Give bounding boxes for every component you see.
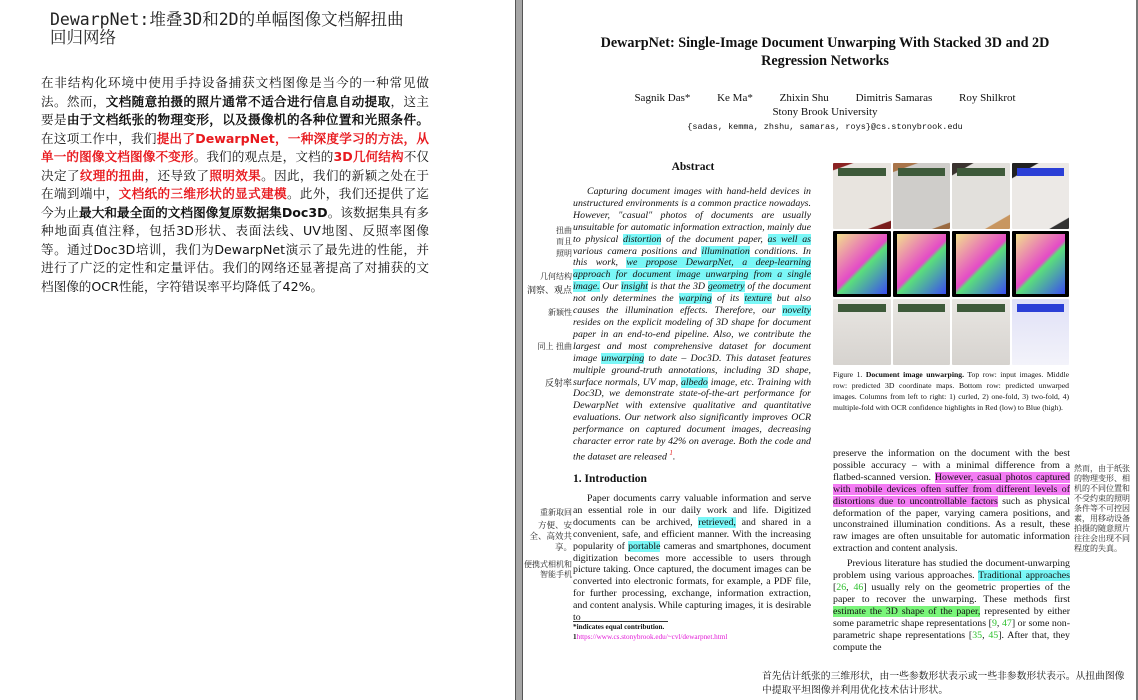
coordinate-map-one-fold (893, 231, 951, 297)
footnote-equal-contribution: *indicates equal contribution. (573, 623, 665, 631)
summary-emphasis: 最大和最全面的文档图像复原数据集Doc3D (79, 204, 328, 220)
author: Dimitris Samaras (855, 92, 933, 104)
highlighted-text: texture (744, 293, 772, 305)
text-run: , (996, 617, 1002, 629)
summary-text: 在非结构化环境中使用手持设备捕获文档图像是当今的一种常见做法。然而， (41, 75, 429, 109)
input-image-multi-fold (1012, 163, 1070, 229)
highlighted-text: geometry (707, 281, 745, 293)
caption-title: Document image unwarping. (865, 370, 965, 379)
text-run: image, etc. Training with Doc3D, we demonstrate state-of-the-art performance for DewarpNet with extensive qualitative and quantitative evaluations. Our network also significantly improves OCR performance on captured document images, decreasing character error rate by 42% on average. Both the code and the dataset are released (573, 376, 812, 463)
author: Roy Shilkrot (959, 92, 1016, 104)
panel-splitter[interactable] (515, 0, 523, 700)
margin-note-convenient: 方便、安全、高效共享。 (529, 521, 572, 553)
highlighted-text: unwarping (601, 352, 645, 364)
text-run: cameras and smartphones, document digitization becomes more accessible to users through picture taking. Once captured, the document images can be converted into electronic formats, for example, a PDF file, for further processing, exchange, information extraction, and content analysis. While capturing images, it is desirable to (573, 540, 811, 624)
figure-caption (833, 369, 1069, 413)
text-run: ] usually rely on the geometric properties of the paper to recover the unwarping. These methods first (833, 581, 1070, 605)
footnote-url-line (573, 633, 727, 641)
inline-note-retrieved: 重新取回 (540, 508, 572, 517)
summary-emphasis: 照明效果 (209, 167, 262, 183)
caption-text: Top row: input images. Middle row: predicted 3D coordinate maps. Bottom row: predicted unwarped images. Columns from left to right: 1) curled, 2) one-fold, 3) two-fold, 4) multiple-fold with OCR confidence highlights in Red (low) to Blue (high). (833, 370, 1069, 412)
citation-link[interactable]: 45 (988, 629, 999, 641)
citation-link[interactable]: 35 (972, 629, 983, 641)
text-run: . (672, 451, 676, 463)
text-run: various camera positions and (573, 245, 702, 257)
text-run: [ (833, 581, 837, 593)
text-run: Previous literature has studied the document-unwarping problem using various approaches. (833, 558, 1070, 582)
unwarped-image-curled (833, 299, 891, 365)
text-run: preserve the information on the document with the best possible accuracy – with a minimal difference from a flatbed-scanned version. (833, 448, 1070, 483)
coordinate-map-two-fold (952, 231, 1010, 297)
text-run: , (982, 629, 989, 641)
inline-note-geometry: 几何结构 (540, 272, 572, 281)
author: Zhixin Shu (779, 92, 829, 104)
highlighted-text: as well as (767, 233, 811, 245)
highlighted-text: Traditional approaches (978, 570, 1070, 582)
summary-emphasis: 纹理的扭曲 (79, 167, 145, 183)
summary-emphasis: 文档随意拍摄的照片通常不适合进行信息自动提取 (105, 93, 391, 109)
author-emails: {sadas, kemma, zhshu, samaras, roys}@cs.stonybrook.edu (687, 122, 963, 132)
highlighted-text: albedo (680, 376, 708, 388)
paragraph (833, 558, 1070, 653)
summary-text: ，这主要是 (41, 93, 430, 127)
translated-summary (41, 74, 429, 296)
author: Sagnik Das* (634, 92, 691, 104)
summary-text: 在这项工作中，我们 (41, 130, 157, 146)
text-run: ]. After that, they compute the (833, 629, 1070, 653)
text-run: ] or some non-parametric shape representations [ (833, 617, 1071, 641)
introduction-text (573, 493, 811, 624)
right-column-text (833, 448, 1070, 653)
text-run: Paper documents carry valuable information and serve an essential role in our daily work and life. Digitized documents can be archived, (573, 493, 811, 528)
highlighted-text: illumination (701, 245, 750, 257)
input-image-two-fold (952, 163, 1010, 229)
paragraph (833, 448, 1070, 555)
text-run: of the document not only determines the (573, 281, 811, 305)
margin-note-distortion-translation: 然而，由于纸张的物理变形、相机的不同位置和不受约束的照明条件等不可控因素，用移动设备拍摄的随意照片往往会出现不同程度的失真。 (1074, 464, 1130, 553)
highlighted-text: insight (621, 281, 648, 293)
abstract-heading: Abstract (671, 161, 715, 173)
summary-emphasis: 提出了DewarpNet，一种深度学习的方法，从单一的图像文档图像不变形 (41, 130, 429, 164)
margin-note-albedo: 反射率 (544, 379, 572, 389)
summary-text: 。此外，我们还提供了迄今为止 (41, 186, 430, 220)
paper-title: DewarpNet: Single-Image Document Unwarping With Stacked 3D and 2D Regression Networks (600, 35, 1050, 69)
highlighted-text: novelty (782, 305, 811, 317)
summary-emphasis: 文档纸的三维形状的显式建模 (118, 186, 287, 201)
summary-text: 。我们的观点是，文档的 (193, 149, 334, 164)
citation-link[interactable]: 46 (853, 581, 864, 593)
highlighted-text: distortion (623, 233, 662, 245)
input-image-one-fold (893, 163, 951, 229)
translation-panel (0, 0, 515, 700)
margin-note-insight: 洞察、观点 (526, 286, 572, 296)
text-run: Capturing document images with hand-held devices in unstructured environments is a common practice nowadays. However, "casual" photos of documents are usually unsuitable for automatic information extraction, mainly due to physical (573, 186, 811, 245)
summary-emphasis: 3D几何结构 (333, 149, 404, 164)
text-run: of its (711, 293, 745, 305)
inline-note-as-well-as: 而且 (556, 237, 572, 246)
text-run: is that the 3D (647, 281, 708, 293)
unwarped-image-multi-fold (1012, 299, 1070, 365)
summary-text: 。该数据集具有多种地面真值注释，包括3D形状、表面法线、UV地图、反照率图像等。通过Doc3D培训，我们为DewarpNet演示了最先进的性能，并进行了广泛的定性和定量评估。我们的网络还显著提高了对捕获的文档图像的OCR性能，字符错误率平均降低了42%。 (41, 204, 430, 294)
citation-link[interactable]: 26 (836, 581, 847, 593)
inline-note-distortion: 扭曲 (556, 226, 572, 235)
caption-label: Figure 1. (833, 370, 863, 379)
figure-1-image-grid (833, 163, 1069, 365)
highlighted-text: we propose DewarpNet, a deep-learning approach for document image unwarping from a single image. (573, 257, 811, 293)
text-run: and shared in a convenient, safe, and efficient manner. With the increasing popularity of (573, 516, 811, 552)
unwarped-image-two-fold (952, 299, 1010, 365)
summary-text: ，还导致了 (144, 167, 210, 183)
unwarped-image-one-fold (893, 299, 951, 365)
highlighted-text: retrieved, (698, 516, 736, 528)
text-run: of the document paper, (661, 233, 768, 245)
highlighted-text: However, casual photos captured with mobile devices often suffer from different levels of distortions due to uncontrollable factors (833, 471, 1070, 507)
translated-title: DewarpNet:堆叠3D和2D的单幅图像文档解扭曲回归网络 (50, 10, 404, 47)
footnote-ref[interactable]: 1 (669, 448, 673, 457)
footnote-mark: 1 (573, 633, 577, 641)
bottom-note-translation: 首先估计纸张的三维形状，由一些参数形状表示或一些非参数形状表示。从扭曲图像中提取平坦图像并利用优化技术估计形状。 (762, 670, 1134, 698)
citation-link[interactable]: 47 (1001, 617, 1012, 629)
input-image-curled (833, 163, 891, 229)
coordinate-map-curled (833, 231, 891, 297)
text-run: to date – Doc3D. This dataset features multiple ground-truth annotations, including 3D shape, surface normals, UV map, (573, 352, 811, 388)
inline-note-novelty: 新颖性 (548, 308, 572, 317)
highlighted-text: estimate the 3D shape of the paper, (833, 605, 981, 617)
author: Ke Ma* (717, 92, 753, 104)
text-run: represented by either some parametric shape representations [ (833, 605, 1070, 629)
inline-note-portable: 便携式相机和智能手机 (524, 560, 572, 579)
text-run: resides on the explicit modeling of 3D shape for document paper in an end-to-end pipeline. Also, we contribute the largest and most comprehensive dataset for document image (573, 316, 811, 364)
citation-link[interactable]: 9 (991, 617, 997, 629)
project-url-link[interactable]: https://www.cs.stonybrook.edu/~cvl/dewarpnet.html (576, 633, 728, 641)
introduction-heading: 1. Introduction (573, 473, 647, 485)
abstract-text (573, 186, 811, 463)
text-run: Our (599, 281, 622, 293)
text-run: conditions. In this work, (573, 245, 811, 269)
footnote-divider (573, 621, 668, 622)
inline-note-unwarping: 同上 扭曲 (537, 342, 572, 351)
affiliation: Stony Brook University (772, 106, 878, 118)
author-list (580, 92, 1070, 104)
highlighted-text: warping (678, 293, 712, 305)
text-run: , (846, 581, 854, 593)
coordinate-map-multi-fold (1012, 231, 1070, 297)
summary-text: 不仅决定了 (41, 149, 430, 183)
summary-text: 。因此，我们的新颖之处在于在端到端中， (41, 167, 430, 201)
highlighted-text: portable (628, 540, 661, 552)
text-run: but also causes the illumination effects. Therefore, our (573, 293, 811, 317)
inline-note-illumination: 照明 (556, 249, 572, 258)
text-run: such as physical deformation of the paper, varying camera positions, and unconstrained illumination conditions. As a result, these raw images are often unsuitable for automatic information extraction and content analysis. (833, 495, 1070, 555)
summary-emphasis: 由于文档纸张的物理变形，以及摄像机的各种位置和光照条件。 (66, 112, 430, 127)
